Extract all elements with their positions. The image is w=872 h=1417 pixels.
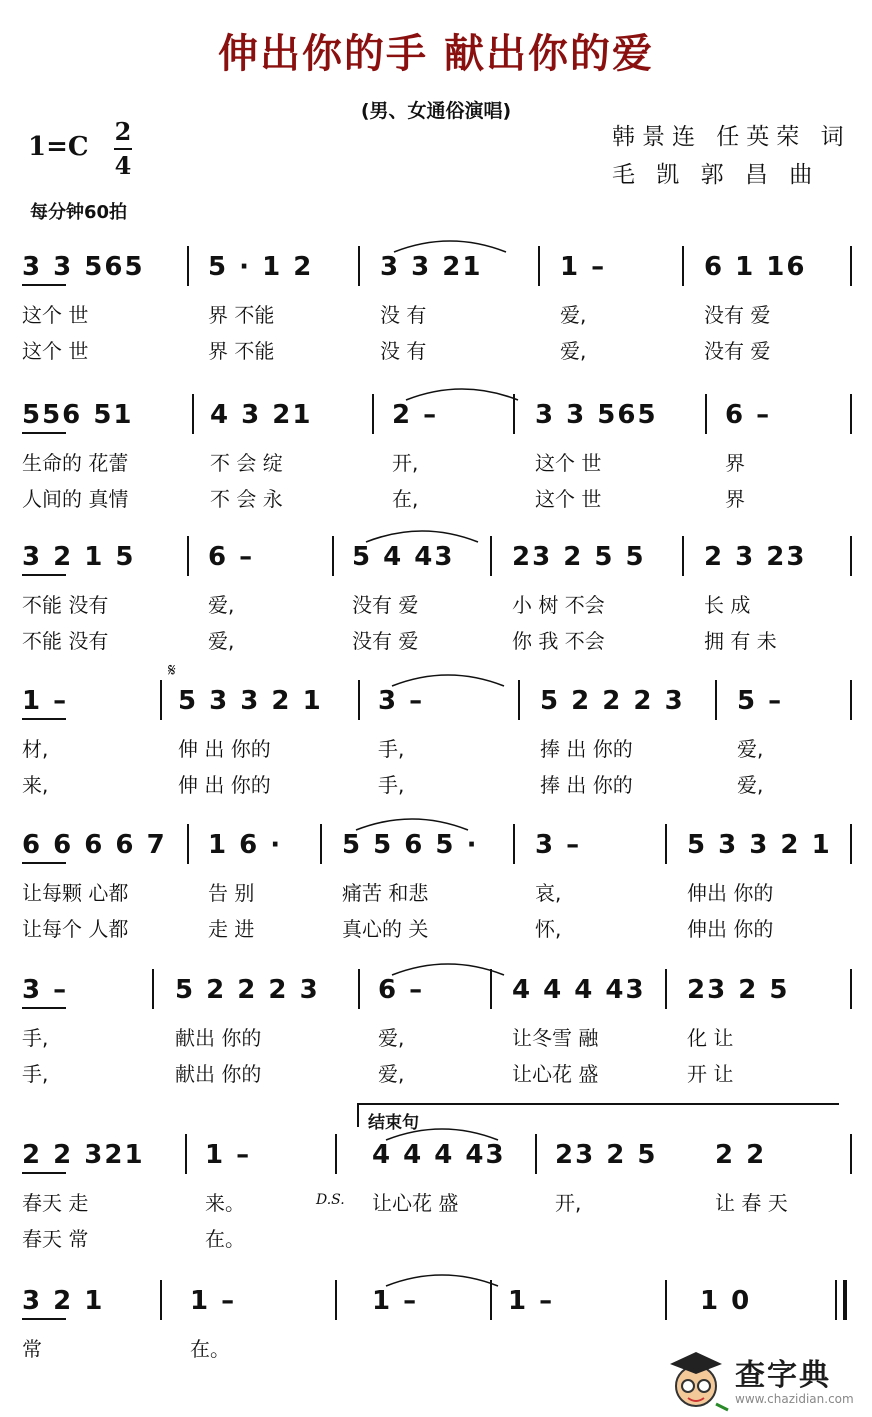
note-group: 4 4 4 43 — [372, 1140, 506, 1170]
lyric-verse-2: 界 不能 — [208, 339, 275, 363]
lyric-verse-1: 生命的 花蕾 — [22, 451, 129, 475]
lyric-verse-2: 爱, — [378, 1062, 405, 1086]
lyric-verse-2: 爱, — [737, 773, 764, 797]
lyric-verse-2: 手, — [378, 773, 405, 797]
lyric-verse-2: 来, — [22, 773, 49, 797]
lyric-verse-1: 伸出 你的 — [687, 881, 774, 905]
note-group: 3 3 21 — [380, 252, 483, 282]
note-group: 3 2 1 5 — [22, 542, 136, 572]
lyric-verse-1: 爱, — [737, 737, 764, 761]
bar-line — [835, 1280, 837, 1320]
bar-line — [358, 246, 360, 286]
lyric-verse-2: 界 — [725, 487, 745, 511]
bar-line — [665, 969, 667, 1009]
note-group: 2 2 — [715, 1140, 767, 1170]
lyric-verse-2: 让每个 人都 — [22, 917, 129, 941]
lyric-verse-1: 界 不能 — [208, 303, 275, 327]
note-group: 4 4 4 43 — [512, 975, 646, 1005]
note-group: 3 2 1 — [22, 1286, 105, 1316]
lyric-verse-2: 春天 常 — [22, 1227, 89, 1251]
lyric-verse-2: 走 进 — [208, 917, 255, 941]
lyric-verse-1: 材, — [22, 737, 49, 761]
beam-line — [22, 862, 66, 864]
meter-top: 2 — [114, 117, 132, 146]
note-group: 6 6 6 6 7 — [22, 830, 167, 860]
lyric-verse-1: 来。 — [205, 1191, 245, 1215]
composer-credit: 毛 凯 郭 昌 曲 — [612, 162, 820, 188]
bar-line — [850, 536, 852, 576]
note-group: 6 – — [208, 542, 255, 572]
lyric-verse-1: 爱, — [560, 303, 587, 327]
bar-line — [192, 394, 194, 434]
bar-line — [850, 1134, 852, 1174]
lyric-verse-2: 没 有 — [380, 339, 427, 363]
slur-mark — [402, 382, 522, 402]
lyric-verse-2: 伸出 你的 — [687, 917, 774, 941]
bar-line — [358, 680, 360, 720]
bar-line — [185, 1134, 187, 1174]
bar-line — [332, 536, 334, 576]
lyric-verse-2: 在。 — [205, 1227, 245, 1251]
bar-line — [335, 1134, 337, 1174]
note-group: 5 3 3 2 1 — [687, 830, 832, 860]
lyric-verse-1: 小 树 不会 — [512, 593, 605, 617]
bar-line — [850, 824, 852, 864]
note-group: 6 – — [378, 975, 425, 1005]
mascot-logo-icon — [662, 1348, 732, 1412]
beam-line — [22, 432, 66, 434]
song-title: 伸出你的手 献出你的爱 — [218, 30, 654, 77]
lyric-verse-1: 春天 走 — [22, 1191, 89, 1215]
bar-line — [705, 394, 707, 434]
note-group: 6 – — [725, 400, 772, 430]
bar-line — [665, 824, 667, 864]
lyric-verse-2: 人间的 真情 — [22, 487, 129, 511]
lyric-verse-2: 不能 没有 — [22, 629, 109, 653]
bar-line — [715, 680, 717, 720]
note-group: 5 2 2 2 3 — [175, 975, 320, 1005]
note-group: 1 0 — [700, 1286, 752, 1316]
bar-line — [682, 246, 684, 286]
bar-line — [335, 1280, 337, 1320]
bar-line — [850, 394, 852, 434]
note-group: 5 · 1 2 — [208, 252, 314, 282]
lyric-verse-1: 常 — [22, 1337, 42, 1361]
lyric-verse-2: 没有 爱 — [352, 629, 419, 653]
bar-line — [850, 680, 852, 720]
slur-mark — [352, 812, 472, 832]
note-group: 5 – — [737, 686, 784, 716]
lyric-verse-2: 怀, — [535, 917, 562, 941]
lyric-verse-1: 没有 爱 — [352, 593, 419, 617]
lyric-verse-1: 不能 没有 — [22, 593, 109, 617]
watermark-url: www.chazidian.com — [735, 1392, 854, 1406]
bar-line — [538, 246, 540, 286]
beam-line — [22, 1007, 66, 1009]
key-signature: 1=C — [28, 132, 89, 162]
segno-sign: 𝄋 — [168, 660, 176, 681]
note-group: 1 – — [372, 1286, 419, 1316]
lyric-verse-1: 开, — [555, 1191, 582, 1215]
lyric-verse-1: 让心花 盛 — [372, 1191, 459, 1215]
beam-line — [22, 284, 66, 286]
note-group: 3 3 565 — [22, 252, 145, 282]
bar-line — [682, 536, 684, 576]
lyric-verse-2: 没有 爱 — [704, 339, 771, 363]
lyric-verse-1: 手, — [378, 737, 405, 761]
note-group: 1 – — [508, 1286, 555, 1316]
bar-line — [152, 969, 154, 1009]
bar-line — [513, 824, 515, 864]
lyric-verse-2: 献出 你的 — [175, 1062, 262, 1086]
note-group: 1 – — [190, 1286, 237, 1316]
beam-line — [22, 1318, 66, 1320]
lyric-verse-1: 化 让 — [687, 1026, 734, 1050]
lyric-verse-1: 没 有 — [380, 303, 427, 327]
note-group: 2 2 321 — [22, 1140, 145, 1170]
lyric-verse-2: 拥 有 未 — [704, 629, 777, 653]
lyric-verse-1: 在。 — [190, 1337, 230, 1361]
lyric-verse-1: 爱, — [208, 593, 235, 617]
note-group: 5 5 6 5 · — [342, 830, 479, 860]
watermark-name: 查字典 — [735, 1358, 831, 1393]
lyric-verse-2: 这个 世 — [22, 339, 89, 363]
bar-line — [187, 246, 189, 286]
lyric-verse-2: 捧 出 你的 — [540, 773, 633, 797]
bar-line — [518, 680, 520, 720]
lyric-verse-1: 伸 出 你的 — [178, 737, 271, 761]
lyric-verse-2: 让心花 盛 — [512, 1062, 599, 1086]
subtitle: (男、女通俗演唱) — [360, 100, 512, 122]
time-signature — [112, 116, 134, 182]
note-group: 6 1 16 — [704, 252, 807, 282]
bar-line — [850, 969, 852, 1009]
lyric-verse-2: 手, — [22, 1062, 49, 1086]
tempo-marking: 每分钟60拍 — [30, 202, 128, 223]
bar-line — [187, 824, 189, 864]
lyricist-credit: 韩景连 任英荣 词 — [612, 124, 851, 150]
ds-mark: D.S. — [316, 1192, 345, 1208]
note-group: 23 2 5 — [687, 975, 790, 1005]
ending-bracket — [357, 1103, 839, 1127]
lyric-verse-1: 爱, — [378, 1026, 405, 1050]
note-group: 556 51 — [22, 400, 134, 430]
note-group: 1 – — [205, 1140, 252, 1170]
lyric-verse-1: 哀, — [535, 881, 562, 905]
note-group: 4 3 21 — [210, 400, 313, 430]
lyric-verse-2: 开 让 — [687, 1062, 734, 1086]
beam-line — [22, 718, 66, 720]
note-group: 5 4 43 — [352, 542, 455, 572]
note-group: 2 3 23 — [704, 542, 807, 572]
slur-mark — [388, 668, 508, 688]
lyric-verse-1: 痛苦 和悲 — [342, 881, 429, 905]
bar-line — [160, 680, 162, 720]
lyric-verse-1: 手, — [22, 1026, 49, 1050]
lyric-verse-2: 爱, — [208, 629, 235, 653]
lyric-verse-1: 让冬雪 融 — [512, 1026, 599, 1050]
bar-line — [372, 394, 374, 434]
bar-line — [535, 1134, 537, 1174]
lyric-verse-2: 这个 世 — [535, 487, 602, 511]
lyric-verse-2: 不 会 永 — [210, 487, 283, 511]
note-group: 1 6 · — [208, 830, 283, 860]
note-group: 1 – — [560, 252, 607, 282]
lyric-verse-1: 让 春 天 — [715, 1191, 788, 1215]
lyric-verse-1: 没有 爱 — [704, 303, 771, 327]
bar-line — [160, 1280, 162, 1320]
lyric-verse-1: 界 — [725, 451, 745, 475]
beam-line — [22, 574, 66, 576]
lyric-verse-1: 不 会 绽 — [210, 451, 283, 475]
note-group: 3 – — [378, 686, 425, 716]
lyric-verse-1: 长 成 — [704, 593, 751, 617]
ending-label: 结束句 — [368, 1113, 419, 1133]
bar-line — [490, 536, 492, 576]
note-group: 3 3 565 — [535, 400, 658, 430]
slur-mark — [390, 234, 510, 254]
lyric-verse-2: 在, — [392, 487, 419, 511]
lyric-verse-1: 这个 世 — [535, 451, 602, 475]
bar-line — [665, 1280, 667, 1320]
meter-bottom: 4 — [114, 151, 132, 180]
bar-line — [850, 246, 852, 286]
lyric-verse-2: 爱, — [560, 339, 587, 363]
note-group: 2 – — [392, 400, 439, 430]
note-group: 5 2 2 2 3 — [540, 686, 685, 716]
note-group: 1 – — [22, 686, 69, 716]
lyric-verse-1: 捧 出 你的 — [540, 737, 633, 761]
note-group: 23 2 5 — [555, 1140, 658, 1170]
note-group: 3 – — [535, 830, 582, 860]
lyric-verse-2: 真心的 关 — [342, 917, 429, 941]
beam-line — [22, 1172, 66, 1174]
bar-line — [358, 969, 360, 1009]
lyric-verse-1: 献出 你的 — [175, 1026, 262, 1050]
lyric-verse-1: 让每颗 心都 — [22, 881, 129, 905]
lyric-verse-1: 告 别 — [208, 881, 255, 905]
bar-line — [320, 824, 322, 864]
bar-line — [187, 536, 189, 576]
note-group: 5 3 3 2 1 — [178, 686, 323, 716]
note-group: 23 2 5 5 — [512, 542, 646, 572]
lyric-verse-2: 你 我 不会 — [512, 629, 605, 653]
lyric-verse-2: 伸 出 你的 — [178, 773, 271, 797]
slur-mark — [362, 524, 482, 544]
final-bar-line — [843, 1280, 847, 1320]
note-group: 3 – — [22, 975, 69, 1005]
lyric-verse-1: 开, — [392, 451, 419, 475]
slur-mark — [382, 1268, 502, 1288]
lyric-verse-1: 这个 世 — [22, 303, 89, 327]
slur-mark — [388, 957, 508, 977]
